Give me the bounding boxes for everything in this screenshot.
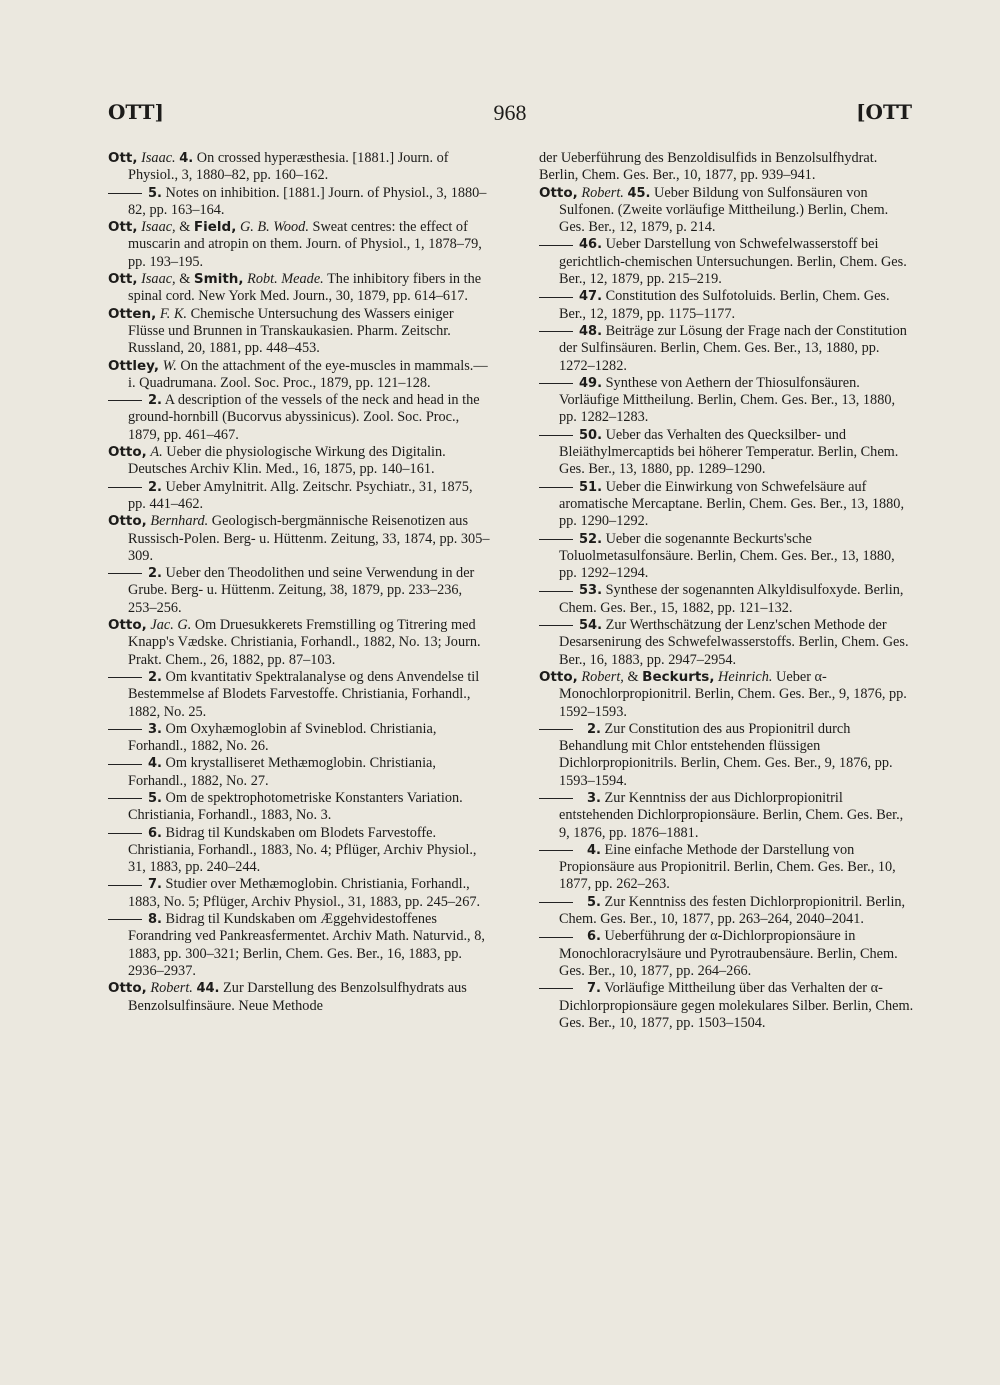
author-surname: Ottley, <box>108 357 160 374</box>
entry-text: A description of the vessels of the neck and head in the ground-hornbill (Bucorvus abyssinicus). Zool. Soc. Proc., 1879, pp. 461–467. <box>128 392 480 443</box>
bibliography-entry <box>108 444 493 479</box>
bibliography-entry <box>108 185 493 220</box>
ditto-rule <box>539 245 573 246</box>
ditto-rule <box>108 798 142 799</box>
ditto-rule <box>108 193 142 194</box>
ditto-rule <box>539 798 573 799</box>
ditto-rule <box>539 591 573 592</box>
entry-number: 6. <box>587 929 601 945</box>
author-surname: Otto, <box>539 668 578 685</box>
bibliography-entry <box>539 236 916 288</box>
bibliography-entry <box>108 755 493 790</box>
bibliography-entry <box>108 617 493 669</box>
ditto-rule <box>108 919 142 920</box>
bibliography-entry <box>539 479 916 531</box>
ditto-rule <box>539 625 573 626</box>
entry-text: Constitution des Sulfotoluids. Berlin, Chem. Ges. Ber., 12, 1879, pp. 1175–1177. <box>559 288 890 322</box>
author-given-name: Jac. G. <box>150 617 192 634</box>
bibliography-entry <box>108 271 493 306</box>
entry-number: 2. <box>148 479 162 495</box>
ditto-rule <box>539 850 573 851</box>
entry-number: 7. <box>587 981 601 997</box>
entry-number: 5. <box>587 894 601 910</box>
entry-number: 46. <box>579 237 603 253</box>
bibliography-entry <box>108 825 493 877</box>
entry-text: Om kvantitativ Spektralanalyse og dens Anvendelse til Bestemmelse af Blodets Farvestoffe. Christiania, Forhandl., 1882, No. 25. <box>128 668 480 720</box>
ditto-rule <box>108 729 142 730</box>
entry-text: Studier over Methæmoglobin. Christiania, Forhandl., 1883, No. 5; Pflüger, Archiv Physiol., 31, 1883, pp. 245–267. <box>128 876 481 910</box>
entry-text: On crossed hyperæsthesia. [1881.] Journ. of Physiol., 3, 1880–82, pp. 160–162. <box>128 150 449 184</box>
entry-text: The inhibitory fibers in the spinal cord. New York Med. Journ., 30, 1879, pp. 614–617. <box>128 271 482 305</box>
entry-text: Ueberführung der α-Dichlorpropionsäure in Monochloracrylsäure und Pyrotraubensäure. Berlin, Chem. Ges. Ber., 10, 1877, pp. 264–266. <box>559 928 898 979</box>
entry-text: Geologisch-bergmännische Reisenotizen aus Russisch-Polen. Berg- u. Hüttenm. Zeitung, 33, 1874, pp. 305–309. <box>128 513 490 564</box>
bibliography-entry <box>539 669 916 721</box>
entry-number: 48. <box>579 323 603 339</box>
bibliography-entry <box>108 565 493 617</box>
author-surname: Otten, <box>108 305 157 322</box>
author-given-name: Bernhard. <box>150 513 209 530</box>
bibliography-entry <box>108 876 493 911</box>
bibliography-entry <box>108 513 493 565</box>
entry-number: 6. <box>148 825 162 841</box>
ditto-rule <box>539 729 573 730</box>
entry-text: Zur Kenntniss des festen Dichlorpropionitril. Berlin, Chem. Ges. Ber., 10, 1877, pp. 263–264, 2040–2041. <box>559 893 906 928</box>
running-head-left: OTT] <box>108 100 164 124</box>
entry-text: Bidrag til Kundskaben om Blodets Farvestoffe. Christiania, Forhandl., 1883, No. 4; Pflüger, Archiv Physiol., 31, 1883, pp. 240–244. <box>128 824 477 876</box>
ditto-rule <box>539 297 573 298</box>
entry-text: Om Druesukkerets Fremstilling og Titrering med Knapp's Vædske. Christiania, Forhandl., 1882, No. 13; Journ. Prakt. Chem., 26, 1882, pp. 87–103. <box>128 617 481 668</box>
bibliography-entry <box>539 894 916 929</box>
left-column <box>108 150 493 1015</box>
ditto-rule <box>539 539 573 540</box>
entry-text: Zur Constitution des aus Propionitril durch Behandlung mit Chlor entstehenden flüssigen Dichlorpropionitrils. Berlin, Chem. Ges. Ber., 9, 1876, pp. 1593–1594. <box>559 720 893 789</box>
entry-text: Ueber den Theodolithen und seine Verwendung in der Grube. Berg- u. Hüttenm. Zeitung, 38, 1879, pp. 233–236, 253–256. <box>128 565 475 616</box>
ditto-rule <box>539 988 573 989</box>
entry-number: 3. <box>587 790 601 806</box>
entry-text: Zur Werthschätzung der Lenz'schen Methode der Desarsenirung des Schwefelwasserstoffs. Berlin, Chem. Ges. Ber., 16, 1883, pp. 2947–2954. <box>559 617 909 668</box>
entry-number: 50. <box>579 427 603 443</box>
entry-number: 2. <box>148 566 162 582</box>
ditto-rule <box>108 677 142 678</box>
entry-number: 2. <box>587 721 601 737</box>
ditto-rule <box>539 902 573 903</box>
entry-text: Zur Kenntniss der aus Dichlorpropionitril entstehenden Dichlorpropionsäure. Berlin, Chem. Ges. Ber., 9, 1876, pp. 1876–1881. <box>559 789 904 841</box>
bibliography-entry <box>539 721 916 790</box>
bibliography-entry <box>539 531 916 583</box>
entry-text: Sweat centres: the effect of muscarin and atropin on them. Journ. of Physiol., 1, 1878–79, pp. 193–195. <box>128 219 482 270</box>
entry-number: 5. <box>148 790 162 806</box>
entry-number: 49. <box>579 375 603 391</box>
author-given-name: W. <box>162 357 177 374</box>
author-given-name: Isaac, <box>141 271 176 288</box>
entry-text: Beiträge zur Lösung der Frage nach der Constitution der Sulfinsäuren. Berlin, Chem. Ges. Ber., 13, 1880, pp. 1272–1282. <box>559 322 907 374</box>
bibliography-entry <box>108 306 493 358</box>
entry-text: Om krystalliseret Methæmoglobin. Christiania, Forhandl., 1882, No. 27. <box>128 755 436 789</box>
ditto-rule <box>108 885 142 886</box>
entry-number: 52. <box>579 531 603 547</box>
coauthor-given-name: G. B. Wood. <box>239 219 309 236</box>
author-surname: Otto, <box>108 513 147 530</box>
coauthor-given-name: Robt. Meade. <box>247 271 324 288</box>
author-conjunction: & <box>623 668 643 685</box>
entry-text: Eine einfache Methode der Darstellung von Propionsäure aus Propionitril. Berlin, Chem. Ges. Ber., 10, 1877, pp. 262–263. <box>559 841 896 893</box>
coauthor-surname: Field, <box>193 219 237 236</box>
entry-number: 7. <box>148 877 162 893</box>
entry-number: 4. <box>179 151 194 166</box>
author-surname: Ott, <box>108 150 138 166</box>
author-surname: Ott, <box>108 271 138 288</box>
entry-text: Synthese der sogenannten Alkyldisulfoxyde. Berlin, Chem. Ges. Ber., 15, 1882, pp. 121–132. <box>559 582 904 616</box>
author-given-name: F. K. <box>159 305 188 322</box>
entry-text: Notes on inhibition. [1881.] Journ. of Physiol., 3, 1880–82, pp. 163–164. <box>128 184 487 218</box>
bibliography-entry <box>539 980 916 1032</box>
author-conjunction: & <box>175 219 194 236</box>
ditto-rule <box>108 573 142 574</box>
running-head-right: [OTT <box>856 100 912 124</box>
author-given-name: Isaac, <box>141 219 176 236</box>
bibliography-entry <box>108 479 493 514</box>
ditto-rule <box>539 331 573 332</box>
bibliography-entry <box>539 427 916 479</box>
author-surname: Otto, <box>108 980 147 997</box>
entry-text: der Ueberführung des Benzoldisulfids in Benzolsulfhydrat. Berlin, Chem. Ges. Ber., 10, 1877, pp. 939–941. <box>539 150 878 184</box>
author-surname: Otto, <box>108 444 147 461</box>
bibliography-entry <box>108 219 493 271</box>
entry-text: Om de spektrophotometriske Konstanters Variation. Christiania, Forhandl., 1883, No. 3. <box>128 789 463 824</box>
entry-number: 53. <box>579 583 603 599</box>
entry-text: Ueber Darstellung von Schwefelwasserstoff bei gerichtlich-chemischen Untersuchungen. Berlin, Chem. Ges. Ber., 12, 1879, pp. 215–219. <box>559 236 907 288</box>
ditto-rule <box>108 833 142 834</box>
entry-text: Ueber die Einwirkung von Schwefelsäure auf aromatische Mercaptane. Berlin, Chem. Ges. Ber., 13, 1880, pp. 1290–1292. <box>559 478 905 530</box>
entry-number: 4. <box>148 756 162 772</box>
entry-text: Zur Darstellung des Benzolsulfhydrats aus Benzolsulfinsäure. Neue Methode <box>128 980 467 1014</box>
entry-text: Ueber Amylnitrit. Allg. Zeitschr. Psychiatr., 31, 1875, pp. 441–462. <box>128 478 473 512</box>
bibliography-entry <box>108 669 493 721</box>
author-given-name: Robert. <box>581 184 624 201</box>
entry-text: Ueber Bildung von Sulfonsäuren von Sulfonen. (Zweite vorläufige Mittheilung.) Berlin, Chem. Ges. Ber., 12, 1879, p. 214. <box>559 184 889 236</box>
bibliography-entry <box>539 288 916 323</box>
bibliography-entry <box>108 980 493 1015</box>
bibliography-entry <box>539 582 916 617</box>
bibliography-entry <box>108 790 493 825</box>
entry-number: 2. <box>148 393 162 409</box>
entry-number: 8. <box>148 912 162 928</box>
ditto-rule <box>108 400 142 401</box>
ditto-rule <box>108 487 142 488</box>
entry-text: Chemische Untersuchung des Wassers einiger Flüsse und Brunnen in Transkaukasien. Pharm. Zeitschr. Russland, 20, 1881, pp. 448–453. <box>128 305 454 357</box>
entry-text: Ueber die physiologische Wirkung des Digitalin. Deutsches Archiv Klin. Med., 16, 1875, pp. 140–161. <box>128 444 446 478</box>
bibliography-entry <box>539 185 916 237</box>
bibliography-entry <box>539 842 916 894</box>
bibliography-entry <box>539 150 916 185</box>
entry-number: 4. <box>587 842 601 858</box>
ditto-rule <box>539 383 573 384</box>
bibliography-entry <box>539 928 916 980</box>
author-given-name: Robert, <box>581 668 624 685</box>
entry-number: 44. <box>196 981 220 997</box>
entry-text: Synthese von Aethern der Thiosulfonsäuren. Vorläufige Mittheilung. Berlin, Chem. Ges. Ber., 13, 1880, pp. 1282–1283. <box>559 374 896 426</box>
entry-number: 51. <box>579 479 603 495</box>
author-conjunction: & <box>175 271 194 288</box>
bibliography-entry <box>108 150 493 185</box>
bibliography-entry <box>539 375 916 427</box>
bibliography-entry <box>108 392 493 444</box>
coauthor-surname: Smith, <box>193 271 244 288</box>
entry-text: On the attachment of the eye-muscles in mammals.—i. Quadrumana. Zool. Soc. Proc., 1879, pp. 121–128. <box>128 357 488 391</box>
ditto-rule <box>539 937 573 938</box>
bibliography-entry <box>108 721 493 756</box>
author-surname: Otto, <box>539 184 578 201</box>
author-surname: Ott, <box>108 219 138 236</box>
entry-number: 2. <box>148 669 162 685</box>
ditto-rule <box>108 764 142 765</box>
author-surname: Otto, <box>108 617 147 634</box>
bibliography-entry <box>108 358 493 393</box>
entry-number: 45. <box>627 185 651 201</box>
bibliography-entry <box>539 323 916 375</box>
page-number: 968 <box>493 100 527 125</box>
entry-text: Ueber das Verhalten des Quecksilber- und Bleiäthylmercaptids bei höherer Temperatur. Berlin, Chem. Ges. Ber., 13, 1880, pp. 1289–1290. <box>559 426 899 478</box>
author-given-name: A. <box>150 444 163 461</box>
entry-number: 54. <box>579 618 603 634</box>
entry-text: Vorläufige Mittheilung über das Verhalten der α-Dichlorpropionsäure gegen molekulares Silber. Berlin, Chem. Ges. Ber., 10, 1877, pp. 1503–1504. <box>559 980 914 1031</box>
entry-number: 3. <box>148 721 162 737</box>
bibliography-entry <box>539 617 916 669</box>
entry-number: 47. <box>579 289 603 305</box>
entry-text: Bidrag til Kundskaben om Æggehvidestoffenes Forandring ved Pankreasfermentet. Archiv Math. Naturvid., 8, 1883, pp. 300–321; Berlin, Chem. Ges. Ber., 16, 1883, pp. 2936–2937. <box>128 911 485 979</box>
entry-number: 5. <box>148 185 162 201</box>
author-given-name: Isaac. <box>141 150 176 166</box>
author-given-name: Robert. <box>150 980 193 997</box>
entry-text: Ueber die sogenannte Beckurts'sche Toluolmetasulfonsäure. Berlin, Chem. Ges. Ber., 13, 1880, pp. 1292–1294. <box>559 530 895 582</box>
ditto-rule <box>539 487 573 488</box>
bibliography-entry <box>539 790 916 842</box>
entry-text: Om Oxyhæmoglobin af Svineblod. Christiania, Forhandl., 1882, No. 26. <box>128 720 437 755</box>
bibliography-entry <box>108 911 493 980</box>
coauthor-given-name: Heinrich. <box>718 668 773 685</box>
ditto-rule <box>539 435 573 436</box>
entry-text: Ueber α-Monochlorpropionitril. Berlin, Chem. Ges. Ber., 9, 1876, pp. 1592–1593. <box>559 668 907 720</box>
right-column <box>539 150 916 1032</box>
coauthor-surname: Beckurts, <box>642 668 715 685</box>
